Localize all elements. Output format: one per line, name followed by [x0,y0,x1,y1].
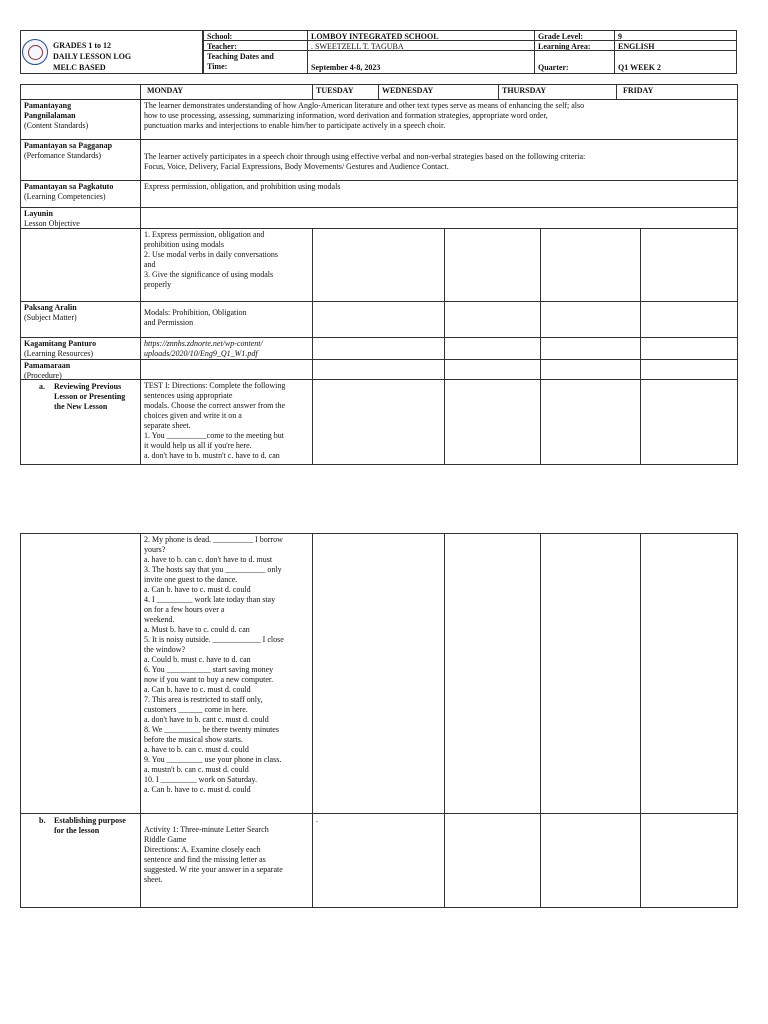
header-title-line-2: DAILY LESSON LOG [53,52,132,61]
objective-friday [640,228,738,302]
objective-blank-label [20,228,141,302]
resources-thursday [540,337,641,360]
objective-title: Layunin [24,209,53,218]
purpose-title: Establishing purpose for the lesson [54,816,126,835]
cont-thursday [540,533,641,814]
competencies-sub: (Learning Competencies) [24,192,106,201]
purpose-friday [640,813,738,908]
cont-label [20,533,141,814]
objective-wednesday [444,228,541,302]
subject-label [20,301,141,338]
subject-title: Paksang Aralin [24,303,77,312]
days-row-blank [20,84,141,100]
resources-sub: (Learning Resources) [24,349,94,358]
performance-standards-sub: (Perfomance Standards) [24,151,102,160]
cont-friday [640,533,738,814]
grade-level-label: Grade Level: [534,30,615,41]
subject-wednesday [444,301,541,338]
deped-seal-icon [22,39,48,65]
subject-tuesday [312,301,445,338]
objective-label [20,207,141,229]
objective-monday: 1. Express permission, obligation and prohibition using modals 2. Use modal verbs in daily conversations and 3. Give the significance of using modals properly [140,228,313,302]
subject-sub: (Subject Matter) [24,313,77,322]
performance-standards-label [20,139,141,181]
content-standards-text: The learner demonstrates understanding of how Anglo-American literature and other text types serve as means of enhancing the self; also how to use processing, assessing, summarizing information, word derivation and formation strategies, appropriate word order, punctuation marks and interjections to enable him/her to participate actively in a speech choir. [140,99,738,140]
purpose-letter: b. [39,816,46,825]
resources-link[interactable]: https://znnhs.zdnorte.net/wp-content/ uploads/2020/10/Eng9_Q1_W1.pdf [140,337,313,360]
objective-sub: Lesson Objective [24,219,80,228]
day-monday: MONDAY [140,84,313,100]
school-value: LOMBOY INTEGRATED SCHOOL [307,30,535,41]
cont-tuesday [312,533,445,814]
procedure-friday [640,359,738,380]
content-standards-title: Pamantayang Pangnilalaman [24,101,76,120]
review-label [20,379,141,465]
dates-label: Teaching Dates and Time: [203,50,308,74]
procedure-tuesday [312,359,445,380]
test-items-continued: 2. My phone is dead. __________ I borrow yours? a. have to b. can c. don't have to d. must 3. The hosts say that you __________ only invite one guest to the dance. a. Can b. have to c. must d. could 4. I _________ work late today than stay on for a few hours over a weekend. a. Must b. have to c. could d. can 5. It is noisy outside. ____________ I close the window? a. Could b. must c. have to d. can 6. You ___________ start saving money now if you want to buy a new computer. a. Can b. have to c. must d. could 7. This area is restricted to staff only, customers ______ come in here. a. don't have to b. cant c. must d. could 8. We _________ be there twenty minutes before the musical show starts. a. have to b. can c. must d. could 9. You _________ use your phone in class. a. mustn't b. can c. must d. could 10. I _________ work on Saturday. a. Can b. have to c. must d. could [140,533,313,814]
objective-tuesday [312,228,445,302]
subject-thursday [540,301,641,338]
review-title: Reviewing Previous Lesson or Presenting the New Lesson [54,382,126,411]
review-monday: TEST I: Directions: Complete the following sentences using appropriate modals. Choose the correct answer from the choices given and write it on a separate sheet. 1. You __________come to the meeting but it would help us all if you're here. a. don't have to b. mustn't c. have to d. can [140,379,313,465]
review-wednesday [444,379,541,465]
school-label: School: [203,30,308,41]
procedure-monday [140,359,313,380]
review-tuesday [312,379,445,465]
day-thursday: THURSDAY [498,84,617,100]
teacher-label: Teacher: [203,40,308,51]
procedure-sub: (Procedure) [24,371,62,380]
day-friday: FRIDAY [616,84,738,100]
day-tuesday: TUESDAY [312,84,379,100]
header-title-line-3: MELC BASED [53,63,106,72]
content-standards-label [20,99,141,140]
competencies-text: Express permission, obligation, and prohibition using modals [140,180,738,208]
objective-thursday [540,228,641,302]
quarter-value: Q1 WEEK 2 [614,50,737,74]
cont-wednesday [444,533,541,814]
resources-title: Kagamitang Panturo [24,339,97,348]
procedure-label [20,359,141,380]
performance-standards-title: Pamantayan sa Pagganap [24,141,113,150]
resources-label [20,337,141,360]
performance-standards-text: The learner actively participates in a speech choir through using effective verbal and non-verbal strategies based on the following criteria: Focus, Voice, Delivery, Facial Expressions, Body Movements/ Gestures and Audience Contact. [140,139,738,181]
procedure-title: Pamamaraan [24,361,71,370]
learning-area-value: ENGLISH [614,40,737,51]
subject-monday: Modals: Prohibition, Obligation and Permission [140,301,313,338]
purpose-tuesday: . [312,813,445,908]
review-letter: a. [39,382,45,391]
day-wednesday: WEDNESDAY [378,84,499,100]
competencies-label [20,180,141,208]
teacher-value: . SWEETZELL T. TAGUBA [307,40,535,51]
resources-wednesday [444,337,541,360]
grade-level-value: 9 [614,30,737,41]
procedure-thursday [540,359,641,380]
purpose-wednesday [444,813,541,908]
review-friday [640,379,738,465]
header-title-line-1: GRADES 1 to 12 [53,41,112,50]
resources-friday [640,337,738,360]
header-title [53,40,203,73]
dates-value: September 4-8, 2023 [307,50,535,74]
review-thursday [540,379,641,465]
quarter-label: Quarter: [534,50,615,74]
subject-friday [640,301,738,338]
procedure-wednesday [444,359,541,380]
learning-area-label: Learning Area: [534,40,615,51]
purpose-thursday [540,813,641,908]
purpose-monday: Activity 1: Three-minute Letter Search Riddle Game Directions: A. Examine closely each sentence and find the missing letter as suggested. W rite your answer in a separate sheet. [140,813,313,908]
purpose-label [20,813,141,908]
resources-tuesday [312,337,445,360]
competencies-title: Pamantayan sa Pagkatuto [24,182,114,191]
content-standards-sub: (Content Standards) [24,121,89,130]
objective-header-span [140,207,738,229]
